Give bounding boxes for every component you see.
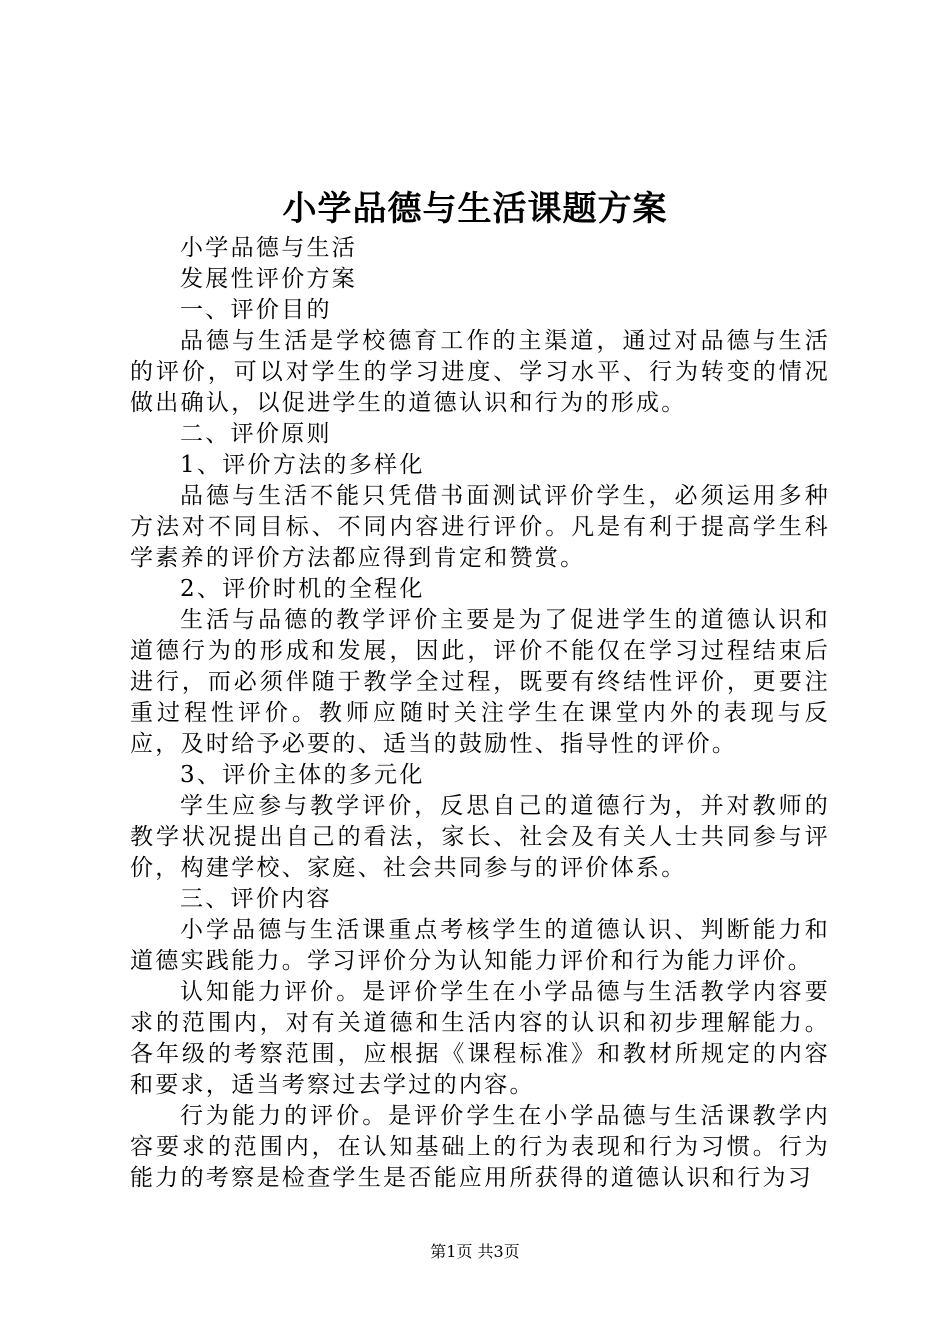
section-heading: 三、评价内容 (180, 886, 332, 912)
paragraph: 品德与生活不能只凭借书面测试评价学生，必须运用多种方法对不同目标、不同内容进行评价。凡是有利于提高学生科学素养的评价方法都应得到肯定和赞赏。 (130, 483, 830, 571)
paragraph: 生活与品德的教学评价主要是为了促进学生的道德认识和道德行为的形成和发展，因此，评价不能仅在学习过程结束后进行，而必须伴随于教学全过程，既要有终结性评价，更要注重过程性评价。教师应随时关注学生在课堂内外的表现与反应，及时给予必要的、适当的鼓励性、指导性的评价。 (130, 607, 830, 757)
section-heading: 一、评价目的 (180, 297, 332, 323)
paragraph: 学生应参与教学评价，反思自己的道德行为，并对教师的教学状况提出自己的看法，家长、社会及有关人士共同参与评价，构建学校、家庭、社会共同参与的评价体系。 (130, 793, 830, 881)
paragraph: 行为能力的评价。是评价学生在小学品德与生活课教学内容要求的范围内，在认知基础上的行为表现和行为习惯。行为能力的考察是检查学生是否能应用所获得的道德认识和行为习 (130, 1103, 830, 1191)
subsection-heading: 3、评价主体的多元化 (180, 762, 425, 788)
paragraph: 认知能力评价。是评价学生在小学品德与生活教学内容要求的范围内，对有关道德和生活内容的认识和初步理解能力。各年级的考察范围，应根据《课程标准》和教材所规定的内容和要求，适当考察过去学过的内容。 (130, 979, 830, 1098)
paragraph: 发展性评价方案 (180, 266, 358, 292)
document-body (130, 233, 830, 1194)
subsection-heading: 1、评价方法的多样化 (180, 452, 425, 478)
paragraph: 小学品德与生活 (180, 235, 358, 261)
page-footer: 第1页 共3页 (430, 1242, 520, 1261)
section-heading: 二、评价原则 (180, 421, 332, 447)
document-title: 小学品德与生活课题方案 (282, 189, 668, 229)
paragraph: 品德与生活是学校德育工作的主渠道，通过对品德与生活的评价，可以对学生的学习进度、学习水平、行为转变的情况做出确认，以促进学生的道德认识和行为的形成。 (130, 328, 830, 416)
subsection-heading: 2、评价时机的全程化 (180, 576, 425, 602)
paragraph: 小学品德与生活课重点考核学生的道德认识、判断能力和道德实践能力。学习评价分为认知能力评价和行为能力评价。 (130, 917, 830, 974)
